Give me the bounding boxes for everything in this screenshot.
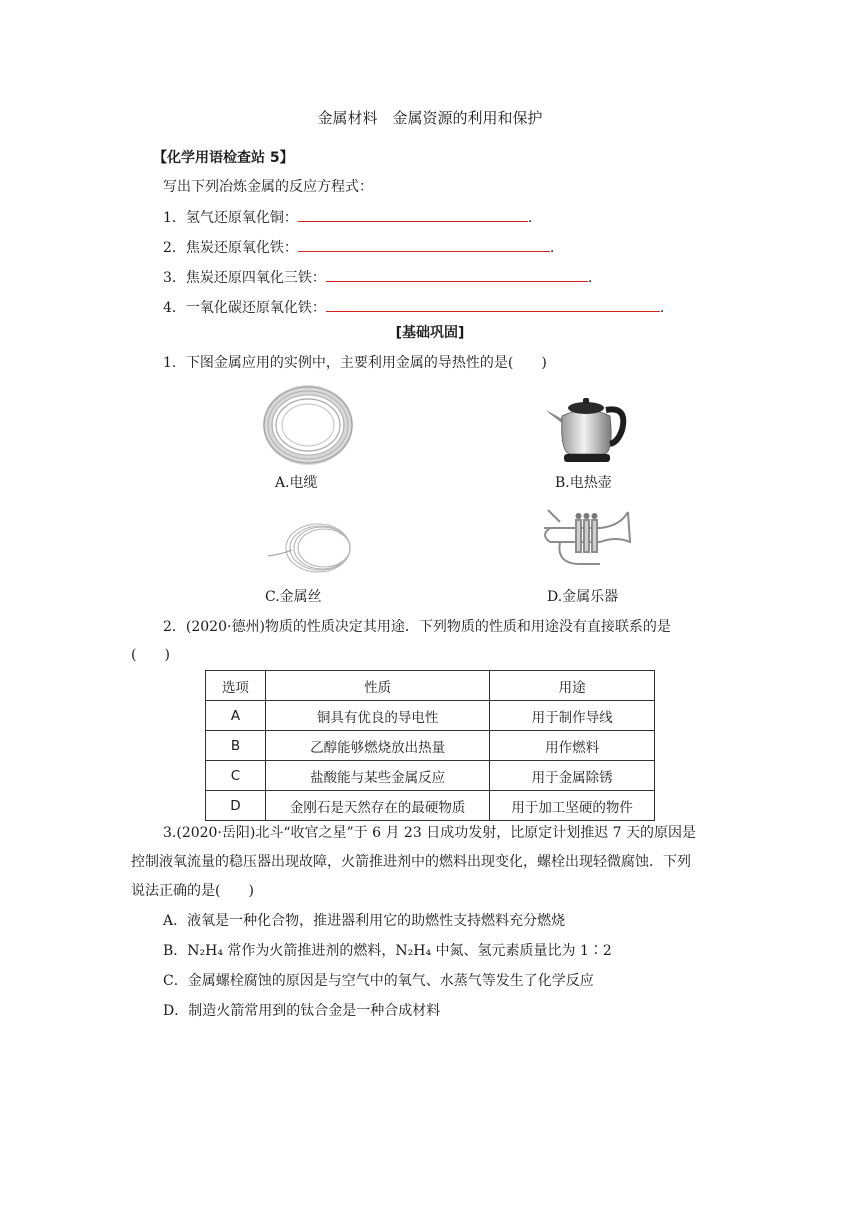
table-cell: 金刚石是天然存在的最硬物质 [265,791,489,821]
trumpet-image [540,502,632,576]
table-row [206,701,655,731]
table-header-cell: 选项 [206,671,266,701]
period: . [587,270,593,286]
period: . [527,210,533,226]
table-header-row [206,671,655,701]
q3-option-b: B．N₂H₄ 常作为火箭推进剂的燃料，N₂H₄ 中氮、氢元素质量比为 1∶2 [163,943,612,959]
electric-kettle-image [540,386,630,466]
period: . [659,300,665,316]
q3-option-c: C．金属螺栓腐蚀的原因是与空气中的氧气、水蒸气等发生了化学反应 [163,973,594,989]
equation-item-4 [163,296,664,318]
table-cell: 乙醇能够燃烧放出热量 [265,731,489,761]
cable-coil-image [262,385,354,465]
q3-stem-line1: 3.(2020·岳阳)北斗“收官之星”于 6 月 23 日成功发射，比原定计划推迟 7 天的原因是 [163,825,697,841]
table-cell: D [206,791,266,821]
answer-line[interactable] [298,236,550,252]
metal-wire-image [262,520,362,576]
answer-line[interactable] [326,266,588,282]
option-b-caption: B.电热壶 [555,475,612,491]
equation-item-3 [163,266,592,288]
option-d-caption: D.金属乐器 [547,589,619,605]
equation-label: 1．氢气还原氧化铜： [163,210,298,226]
table-cell: 用作燃料 [490,731,655,761]
table-cell: 铜具有优良的导电性 [265,701,489,731]
section-heading: 【化学用语检查站 5】 [153,150,294,166]
table-row [206,731,655,761]
table-cell: 用于金属除锈 [490,761,655,791]
table-cell: 盐酸能与某些金属反应 [265,761,489,791]
section-intro: 写出下列冶炼金属的反应方程式： [163,179,373,195]
answer-line[interactable] [326,296,660,312]
table-cell: A [206,701,266,731]
equation-label: 4．一氧化碳还原氧化铁： [163,300,326,316]
equation-item-2 [163,236,554,258]
table-header-cell: 用途 [490,671,655,701]
q2-stem-line2: ( ) [131,647,170,663]
option-c-caption: C.金属丝 [265,589,322,605]
properties-table [205,670,655,821]
table-header-cell: 性质 [265,671,489,701]
q3-stem-line2: 控制液氧流量的稳压器出现故障，火箭推进剂中的燃料出现变化，螺栓出现轻微腐蚀．下列 [131,854,691,870]
table-row [206,791,655,821]
equation-label: 3．焦炭还原四氧化三铁： [163,270,326,286]
page-title: 金属材料 金属资源的利用和保护 [317,109,543,127]
q3-stem-line3: 说法正确的是( ) [131,883,254,899]
table-cell: 用于加工坚硬的物件 [490,791,655,821]
table-cell: B [206,731,266,761]
q2-stem-line1: 2．(2020·德州)物质的性质决定其用途．下列物质的性质和用途没有直接联系的是 [163,619,671,635]
period: . [549,240,555,256]
q3-option-a: A．液氧是一种化合物，推进器利用它的助燃性支持燃料充分燃烧 [163,913,566,929]
table-cell: 用于制作导线 [490,701,655,731]
table-cell: C [206,761,266,791]
equation-item-1 [163,206,532,228]
q3-option-d: D．制造火箭常用到的钛合金是一种合成材料 [163,1003,441,1019]
table-row [206,761,655,791]
option-a-caption: A.电缆 [275,475,318,491]
equation-label: 2．焦炭还原氧化铁： [163,240,298,256]
q1-stem: 1．下图金属应用的实例中，主要利用金属的导热性的是( ) [163,355,547,371]
answer-line[interactable] [298,206,528,222]
section2-heading: [基础巩固] [395,325,465,341]
